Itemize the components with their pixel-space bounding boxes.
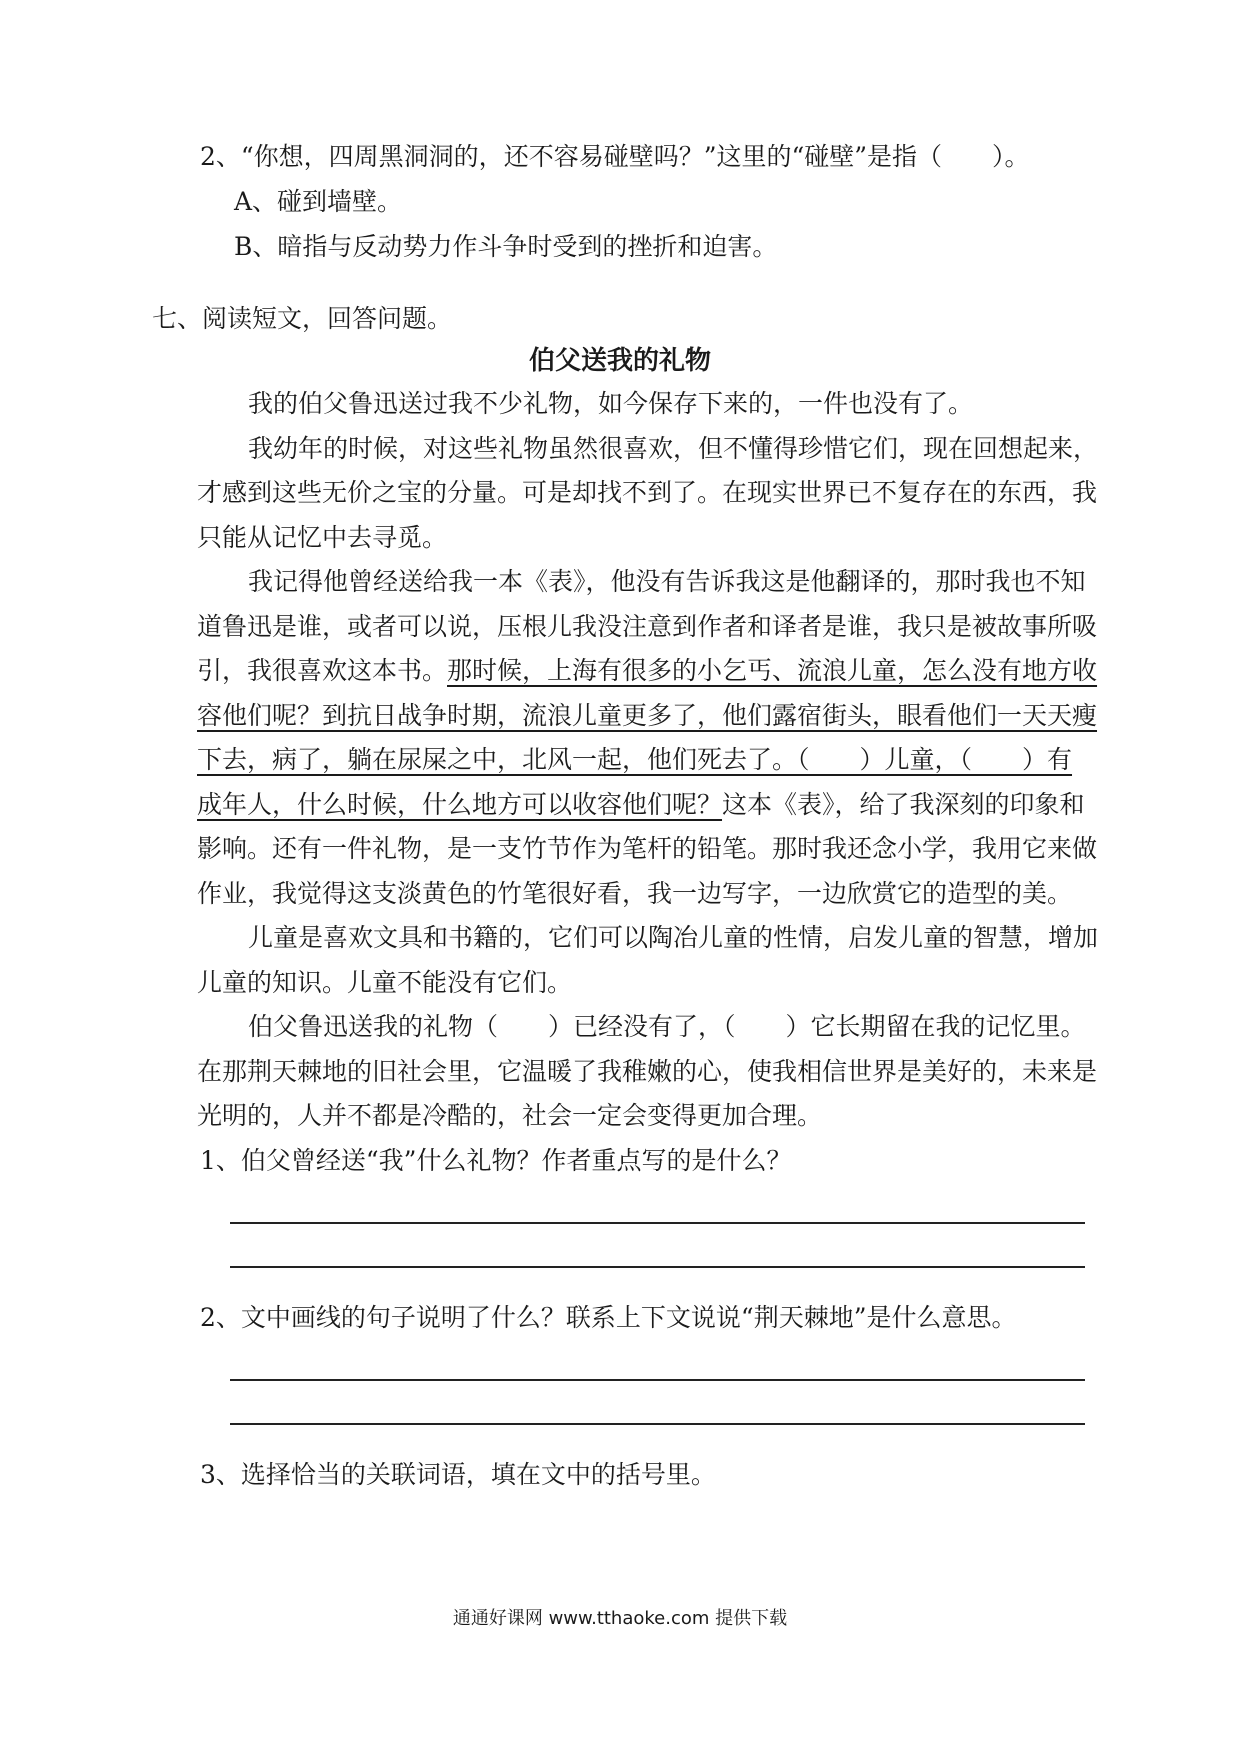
passage-line bbox=[197, 790, 1085, 820]
passage-line: 我幼年的时候，对这些礼物虽然很喜欢，但不懂得珍惜它们，现在回想起来， bbox=[248, 434, 1099, 463]
passage-line: 作业，我觉得这支淡黄色的竹笔很好看，我一边写字，一边欣赏它的造型的美。 bbox=[197, 879, 1073, 908]
question-2: 2、文中画线的句子说明了什么？联系上下文说说“荆天棘地”是什么意思。 bbox=[200, 1303, 1017, 1332]
underlined-sentence: 那时候，上海有很多的小乞丐、流浪儿童，怎么没有地方收 bbox=[447, 656, 1098, 685]
passage-text: 这本《表》，给了我深刻的印象和 bbox=[722, 790, 1085, 819]
passage-line: 影响。还有一件礼物，是一支竹节作为笔杆的铅笔。那时我还念小学，我用它来做 bbox=[197, 834, 1098, 863]
underlined-sentence: 下去，病了，躺在尿屎之中，北风一起，他们死去了。（ ）儿童，（ ）有 bbox=[197, 745, 1073, 774]
passage-line: 才感到这些无价之宝的分量。可是却找不到了。在现实世界已不复存在的东西，我 bbox=[197, 478, 1098, 507]
passage-line: 我的伯父鲁迅送过我不少礼物，如今保存下来的，一件也没有了。 bbox=[248, 389, 974, 418]
underlined-sentence: 容他们呢？到抗日战争时期，流浪儿童更多了，他们露宿街头，眼看他们一天天瘦 bbox=[197, 701, 1098, 730]
question-3: 3、选择恰当的关联词语，填在文中的括号里。 bbox=[200, 1460, 716, 1489]
passage-line: 光明的，人并不都是冷酷的，社会一定会变得更加合理。 bbox=[197, 1101, 823, 1130]
passage-line: 只能从记忆中去寻觅。 bbox=[197, 523, 448, 552]
underlined-sentence: 成年人，什么时候，什么地方可以收容他们呢？ bbox=[197, 790, 723, 819]
passage-line: 在那荆天棘地的旧社会里，它温暖了我稚嫩的心，使我相信世界是美好的，未来是 bbox=[197, 1057, 1098, 1086]
passage-line: 我记得他曾经送给我一本《表》，他没有告诉我这是他翻译的，那时我也不知 bbox=[248, 567, 1086, 596]
option-a: A、碰到墙壁。 bbox=[234, 187, 403, 216]
question-1: 1、伯父曾经送“我”什么礼物？作者重点写的是什么？ bbox=[200, 1146, 792, 1175]
answer-line[interactable] bbox=[230, 1222, 1085, 1224]
passage-line: 伯父鲁迅送我的礼物（ ）已经没有了，（ ）它长期留在我的记忆里。 bbox=[248, 1012, 1086, 1041]
passage-line: 儿童是喜欢文具和书籍的，它们可以陶冶儿童的性情，启发儿童的智慧，增加 bbox=[248, 923, 1099, 952]
passage-line: 道鲁迅是谁，或者可以说，压根儿我没注意到作者和译者是谁，我只是被故事所吸 bbox=[197, 612, 1098, 641]
answer-line[interactable] bbox=[230, 1266, 1085, 1268]
answer-line[interactable] bbox=[230, 1379, 1085, 1381]
passage-title: 伯父送我的礼物 bbox=[528, 346, 711, 376]
passage-line: 儿童的知识。儿童不能没有它们。 bbox=[197, 968, 573, 997]
section-heading: 七、阅读短文，回答问题。 bbox=[152, 304, 453, 333]
prev-question-stem: 2、“你想，四周黑洞洞的，还不容易碰壁吗？”这里的“碰壁”是指（ ）。 bbox=[200, 142, 1030, 171]
passage-text: 引，我很喜欢这本书。 bbox=[197, 656, 448, 685]
answer-line[interactable] bbox=[230, 1423, 1085, 1425]
footer: 通通好课网 www.tthaoke.com 提供下载 bbox=[452, 1608, 788, 1629]
option-b: B、暗指与反动势力作斗争时受到的挫折和迫害。 bbox=[234, 232, 778, 261]
passage-line bbox=[197, 656, 1097, 686]
